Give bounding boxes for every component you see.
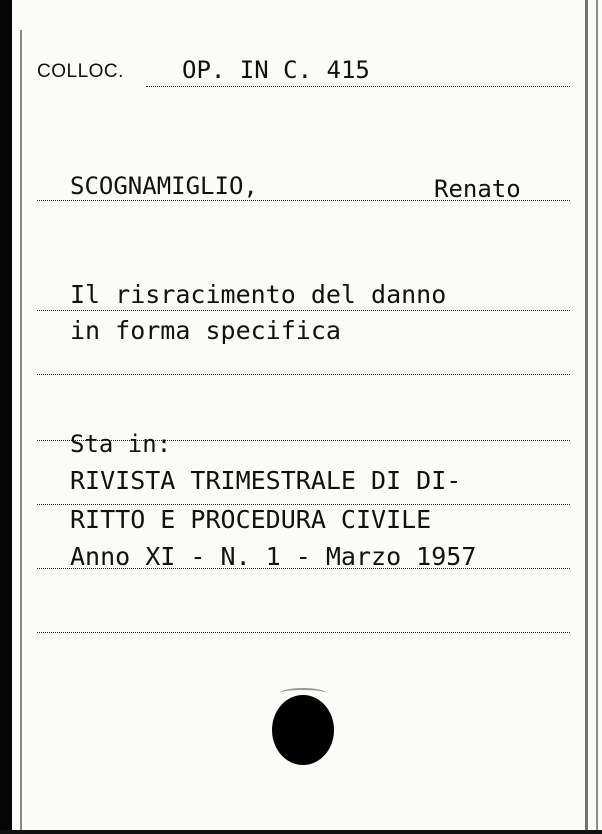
source-line-3: Anno XI - N. 1 - Marzo 1957 — [70, 542, 477, 571]
card-right-edge — [596, 0, 598, 834]
punch-hole — [272, 695, 334, 765]
author-name: Renato — [434, 175, 521, 203]
card-left-edge — [0, 0, 12, 834]
dotted-rule — [37, 310, 570, 311]
source-line-1: RIVISTA TRIMESTRALE DI DI- — [70, 466, 462, 495]
source-line-2: RITTO E PROCEDURA CIVILE — [70, 505, 432, 534]
dotted-rule — [37, 568, 570, 569]
author-surname: SCOGNAMIGLIO, — [70, 172, 258, 200]
dotted-rule — [37, 632, 570, 633]
colloc-label: COLLOC. — [37, 61, 124, 82]
card-bottom-edge — [0, 830, 602, 834]
card-right-rule — [585, 0, 588, 834]
source-label: Sta in: — [70, 430, 172, 458]
dotted-rule — [37, 200, 570, 201]
dotted-rule — [37, 374, 570, 375]
colloc-value: OP. IN C. 415 — [182, 56, 370, 84]
card-left-rule — [20, 30, 22, 830]
dotted-rule — [146, 86, 570, 87]
title-line-2: in forma specifica — [70, 316, 341, 345]
title-line-1: Il risracimento del danno — [70, 280, 447, 309]
